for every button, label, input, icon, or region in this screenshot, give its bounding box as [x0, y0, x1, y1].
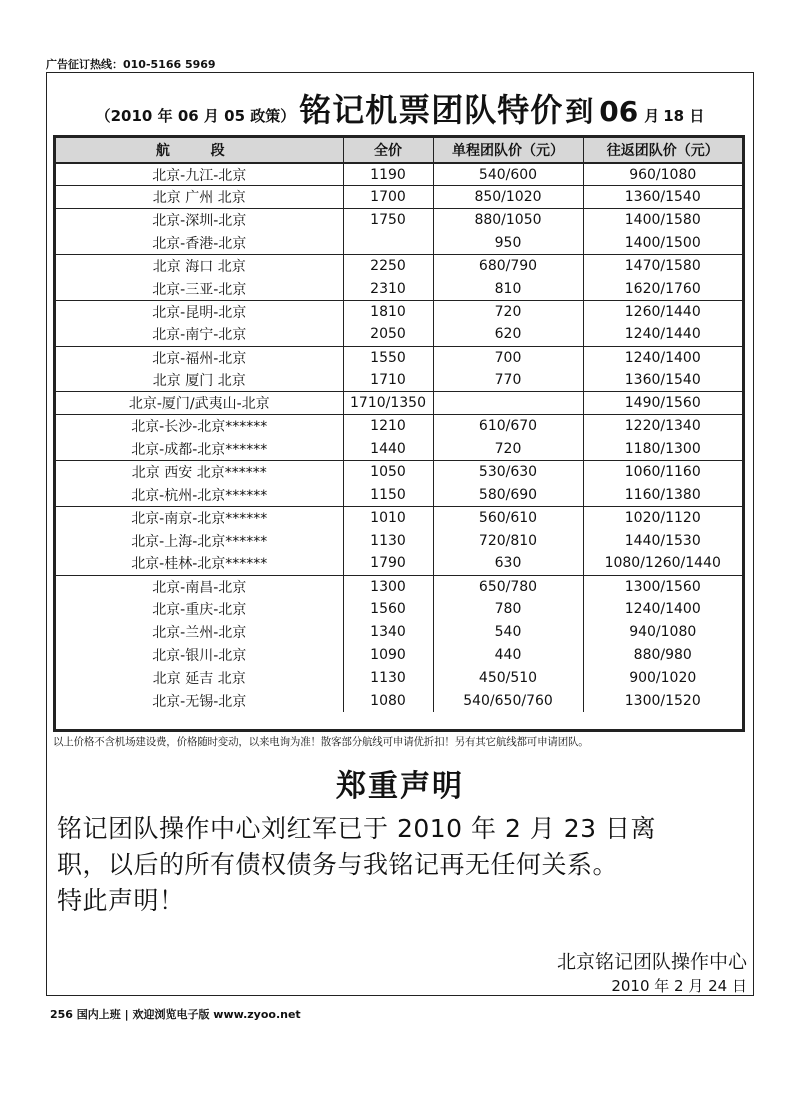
- roundtrip-price-cell: 960/1080: [583, 163, 742, 186]
- table-row: [56, 163, 742, 186]
- roundtrip-price-cell: 1400/1500: [583, 232, 742, 255]
- declaration-line: 特此声明！: [57, 886, 185, 915]
- full-price-cell: [343, 232, 433, 255]
- full-price-cell: 1700: [343, 186, 433, 209]
- headline-title: 铭记机票团队特价: [299, 91, 564, 129]
- route-cell: 北京-九江-北京: [152, 167, 247, 184]
- roundtrip-price-cell: 1400/1580: [583, 209, 742, 232]
- full-price-cell: 1210: [343, 415, 433, 438]
- route-cell: 北京 厦门 北京: [152, 373, 246, 390]
- fare-table: [53, 135, 745, 732]
- price-note: 以上价格不含机场建设费，价格随时变动，以来电询为准！散客部分航线可申请优折扣！另有其它航线都可申请团队。: [53, 736, 589, 748]
- table-row: [56, 598, 742, 621]
- table-row: [56, 529, 742, 552]
- ad-frame: [46, 72, 754, 996]
- table-row: [56, 415, 742, 438]
- route-cell: 北京-南宁-北京: [152, 327, 247, 344]
- hotline-text: 广告征订热线：010-5166 5969: [46, 58, 216, 71]
- full-price-cell: 1750: [343, 209, 433, 232]
- roundtrip-price-cell: 1180/1300: [583, 438, 742, 461]
- full-price-cell: 1090: [343, 644, 433, 667]
- route-cell: 北京-长沙-北京******: [56, 415, 343, 438]
- header-roundtrip-price: 往返团队价（元）: [583, 138, 742, 163]
- table-row: [56, 689, 742, 712]
- headline-month-char: 月: [644, 107, 660, 125]
- headline-to: 到: [565, 95, 594, 128]
- oneway-price-cell: 780: [433, 598, 583, 621]
- declaration-title: 郑重声明: [336, 769, 464, 804]
- full-price-cell: 1150: [343, 483, 433, 506]
- oneway-price-cell: 610/670: [433, 415, 583, 438]
- full-price-cell: 1130: [343, 667, 433, 690]
- table-row: [56, 300, 742, 323]
- oneway-price-cell: 700: [433, 346, 583, 369]
- roundtrip-price-cell: 880/980: [583, 644, 742, 667]
- table-row: [56, 483, 742, 506]
- table-row: [56, 621, 742, 644]
- route-cell: 北京 广州 北京: [56, 186, 343, 209]
- oneway-price-cell: 440: [433, 644, 583, 667]
- declaration-line: 职，以后的所有债权债务与我铭记再无任何关系。: [57, 850, 619, 879]
- full-price-cell: 1190: [343, 163, 433, 186]
- route-cell: 北京-银川-北京: [152, 648, 247, 665]
- route-cell: 北京-深圳-北京: [56, 209, 343, 232]
- roundtrip-price-cell: 900/1020: [583, 667, 742, 690]
- route-cell: 北京-桂林-北京******: [131, 556, 268, 573]
- full-price-cell: 1010: [343, 506, 433, 529]
- oneway-price-cell: 770: [433, 369, 583, 392]
- table-row: [56, 575, 742, 598]
- table-row: [56, 255, 742, 278]
- roundtrip-price-cell: 1490/1560: [583, 392, 742, 415]
- full-price-cell: 1050: [343, 461, 433, 484]
- header-route: 航 段: [56, 138, 343, 163]
- roundtrip-price-cell: 1160/1380: [583, 483, 742, 506]
- roundtrip-price-cell: 1360/1540: [583, 186, 742, 209]
- oneway-price-cell: 720: [433, 300, 583, 323]
- header-oneway-price: 单程团队价（元）: [433, 138, 583, 163]
- route-cell: 北京-福州-北京: [56, 346, 343, 369]
- table-row: [56, 644, 742, 667]
- full-price-cell: 2310: [343, 277, 433, 300]
- roundtrip-price-cell: 940/1080: [583, 621, 742, 644]
- oneway-price-cell: 680/790: [433, 255, 583, 278]
- route-cell: 北京 延吉 北京: [152, 671, 246, 688]
- oneway-price-cell: 540/600: [433, 163, 583, 186]
- route-cell: 北京 海口 北京: [56, 255, 343, 278]
- roundtrip-price-cell: 1300/1520: [583, 689, 742, 712]
- oneway-price-cell: 850/1020: [433, 186, 583, 209]
- full-price-cell: 1440: [343, 438, 433, 461]
- route-cell: 北京-香港-北京: [152, 235, 247, 252]
- roundtrip-price-cell: 1260/1440: [583, 300, 742, 323]
- route-cell: 北京-成都-北京******: [131, 441, 268, 458]
- full-price-cell: 2250: [343, 255, 433, 278]
- oneway-price-cell: 530/630: [433, 461, 583, 484]
- oneway-price-cell: 540/650/760: [433, 689, 583, 712]
- oneway-price-cell: 620: [433, 323, 583, 346]
- full-price-cell: 1340: [343, 621, 433, 644]
- table-row: [56, 209, 742, 232]
- full-price-cell: 1710/1350: [343, 392, 433, 415]
- full-price-cell: 1080: [343, 689, 433, 712]
- route-cell: 北京-昆明-北京: [56, 300, 343, 323]
- oneway-price-cell: 450/510: [433, 667, 583, 690]
- route-cell: 北京-杭州-北京******: [131, 487, 268, 504]
- oneway-price-cell: 720: [433, 438, 583, 461]
- oneway-price-cell: 880/1050: [433, 209, 583, 232]
- oneway-price-cell: 720/810: [433, 529, 583, 552]
- oneway-price-cell: 650/780: [433, 575, 583, 598]
- roundtrip-price-cell: 1080/1260/1440: [583, 552, 742, 575]
- route-cell: 北京-厦门/武夷山-北京: [56, 392, 343, 415]
- full-price-cell: 1710: [343, 369, 433, 392]
- oneway-price-cell: 630: [433, 552, 583, 575]
- full-price-cell: 1550: [343, 346, 433, 369]
- table-row: [56, 461, 742, 484]
- headline-day: 18 日: [663, 107, 705, 125]
- table-row: [56, 186, 742, 209]
- headline-month-number: 06: [599, 95, 639, 128]
- roundtrip-price-cell: 1220/1340: [583, 415, 742, 438]
- roundtrip-price-cell: 1360/1540: [583, 369, 742, 392]
- route-cell: 北京-兰州-北京: [152, 625, 247, 642]
- route-cell: 北京-南昌-北京: [56, 575, 343, 598]
- page-footer: 256 国内上班 | 欢迎浏览电子版 www.zyoo.net: [50, 1008, 301, 1021]
- table-row: [56, 369, 742, 392]
- header-full-price: 全价: [343, 138, 433, 163]
- roundtrip-price-cell: 1300/1560: [583, 575, 742, 598]
- table-row: [56, 438, 742, 461]
- route-cell: 北京-上海-北京******: [131, 533, 268, 550]
- table-row: [56, 346, 742, 369]
- full-price-cell: 2050: [343, 323, 433, 346]
- roundtrip-price-cell: 1240/1400: [583, 598, 742, 621]
- route-cell: 北京-重庆-北京: [152, 602, 247, 619]
- oneway-price-cell: 950: [433, 232, 583, 255]
- table-row: [56, 323, 742, 346]
- table-row: [56, 667, 742, 690]
- table-row: [56, 392, 742, 415]
- declaration-line: 铭记团队操作中心刘红军已于 2010 年 2 月 23 日离: [57, 814, 657, 843]
- full-price-cell: 1810: [343, 300, 433, 323]
- oneway-price-cell: 540: [433, 621, 583, 644]
- roundtrip-price-cell: 1020/1120: [583, 506, 742, 529]
- table-row: [56, 552, 742, 575]
- roundtrip-price-cell: 1240/1400: [583, 346, 742, 369]
- headline-policy: （2010 年 06 月 05 政策）: [95, 107, 296, 125]
- full-price-cell: 1130: [343, 529, 433, 552]
- oneway-price-cell: 560/610: [433, 506, 583, 529]
- roundtrip-price-cell: 1440/1530: [583, 529, 742, 552]
- declaration-organization: 北京铭记团队操作中心: [556, 951, 747, 973]
- route-cell: 北京-三亚-北京: [152, 281, 247, 298]
- full-price-cell: 1560: [343, 598, 433, 621]
- table-row: [56, 506, 742, 529]
- oneway-price-cell: [433, 392, 583, 415]
- roundtrip-price-cell: 1240/1440: [583, 323, 742, 346]
- headline: [47, 85, 753, 129]
- table-header-row: [56, 138, 742, 163]
- declaration-body: [57, 811, 747, 919]
- oneway-price-cell: 810: [433, 277, 583, 300]
- table-row: [56, 232, 742, 255]
- full-price-cell: 1300: [343, 575, 433, 598]
- roundtrip-price-cell: 1470/1580: [583, 255, 742, 278]
- declaration-date: 2010 年 2 月 24 日: [611, 977, 747, 995]
- roundtrip-price-cell: 1060/1160: [583, 461, 742, 484]
- route-cell: 北京 西安 北京******: [56, 461, 343, 484]
- roundtrip-price-cell: 1620/1760: [583, 277, 742, 300]
- route-cell: 北京-无锡-北京: [152, 693, 247, 710]
- full-price-cell: 1790: [343, 552, 433, 575]
- oneway-price-cell: 580/690: [433, 483, 583, 506]
- table-body: [56, 163, 742, 712]
- table-row: [56, 277, 742, 300]
- route-cell: 北京-南京-北京******: [56, 506, 343, 529]
